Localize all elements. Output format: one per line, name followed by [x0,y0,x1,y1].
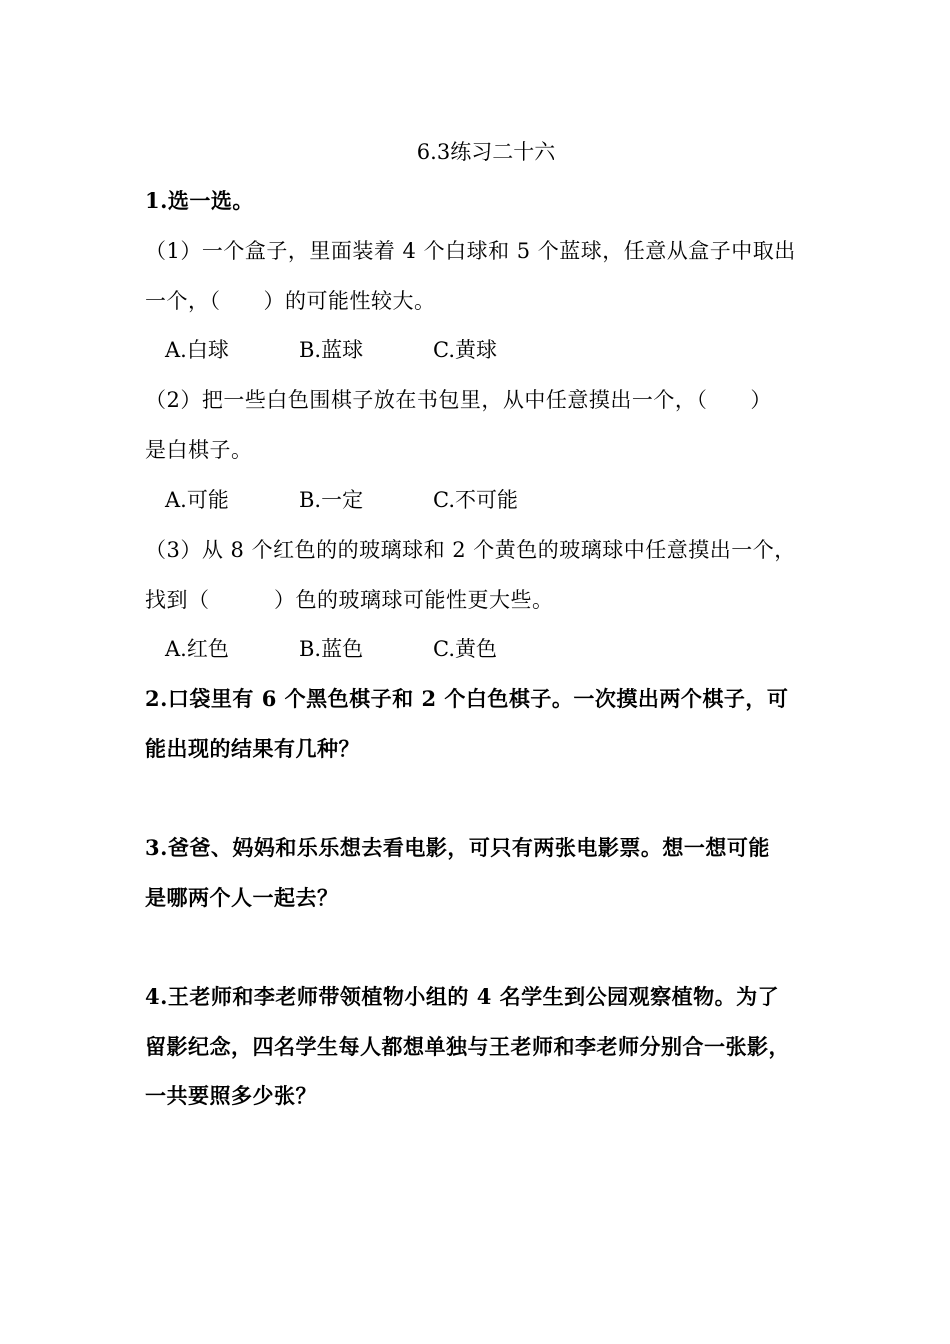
q1-sub3-line1: （3）从 8 个红色的的玻璃球和 2 个黄色的玻璃球中任意摸出一个， [145,538,796,562]
q1-sub3-line2: 找到（ ）色的玻璃球可能性更大些。 [145,588,554,612]
q2-line2: 能出现的结果有几种？ [145,736,360,761]
q1-sub2-option-a: A.可能 [165,488,229,512]
q1-sub1-option-a: A.白球 [165,338,229,362]
q1-sub2-line1: （2）把一些白色围棋子放在书包里，从中任意摸出一个，（ ） [145,388,772,412]
q1-sub3-option-c: C.黄色 [433,637,497,661]
q4-line2: 留影纪念，四名学生每人都想单独与王老师和李老师分别合一张影， [145,1034,790,1059]
q1-sub3-option-b: B.蓝色 [299,637,364,661]
q1-sub1-line1: （1）一个盒子，里面装着 4 个白球和 5 个蓝球，任意从盒子中取出 [145,239,796,263]
q3-line2: 是哪两个人一起去？ [145,885,339,910]
q1-sub1-option-c: C.黄球 [433,338,497,362]
q1-sub3-option-a: A.红色 [165,637,229,661]
q1-sub1-line2: 一个，（ ）的可能性较大。 [145,289,436,313]
q1-sub1-option-b: B.蓝球 [299,338,364,362]
q3-line1: 3.爸爸、妈妈和乐乐想去看电影，可只有两张电影票。想一想可能 [145,835,770,860]
q1-heading: 1.选一选。 [145,188,254,213]
q4-line3: 一共要照多少张？ [145,1083,317,1108]
q1-sub2-option-c: C.不可能 [433,488,518,512]
q1-sub2-line2: 是白棋子。 [145,438,253,462]
q4-line1: 4.王老师和李老师带领植物小组的 4 名学生到公园观察植物。为了 [145,984,780,1009]
q2-line1: 2.口袋里有 6 个黑色棋子和 2 个白色棋子。一次摸出两个棋子，可 [145,686,789,711]
page-title: 6.3练习二十六 [416,140,556,164]
q1-sub2-option-b: B.一定 [299,488,364,512]
